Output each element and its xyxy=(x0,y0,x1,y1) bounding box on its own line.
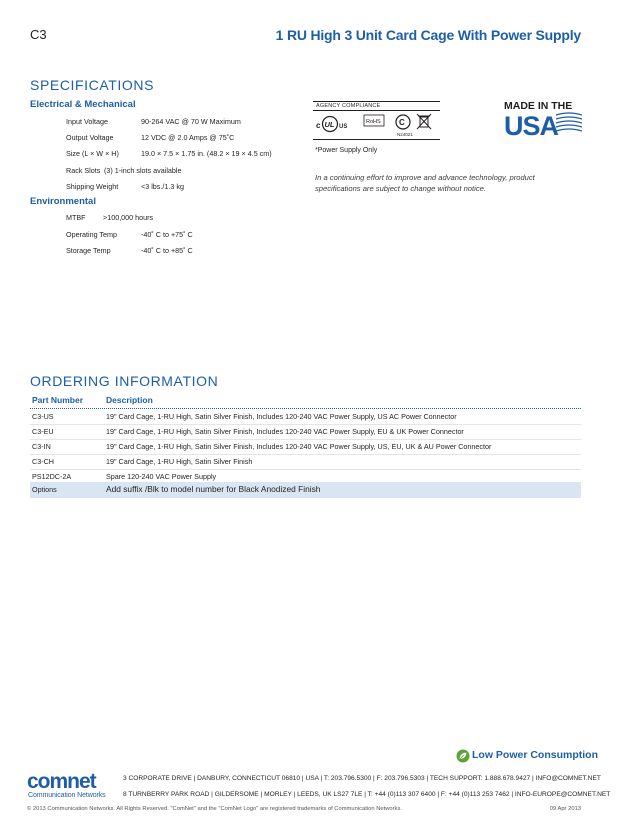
options-row xyxy=(30,482,581,498)
model-number: C3 xyxy=(30,27,47,42)
col-description: Description xyxy=(106,395,153,405)
table-row xyxy=(30,454,581,469)
c-tick-icon xyxy=(396,115,410,129)
compliance-marks xyxy=(316,113,440,137)
compliance-number: N24021 xyxy=(397,132,413,137)
document-title: 1 RU High 3 Unit Card Cage With Power Supply xyxy=(275,27,581,43)
electrical-mechanical-heading: Electrical & Mechanical xyxy=(30,99,136,110)
low-power-badge xyxy=(456,748,598,764)
spec-value: 19.0 × 7.5 × 1.75 in. (48.2 × 19 × 4.5 cm) xyxy=(141,149,272,158)
part-number: PS12DC-2A xyxy=(32,472,72,481)
svg-text:MADE IN THE: MADE IN THE xyxy=(504,100,573,112)
spec-label: MTBF xyxy=(66,213,86,222)
weee-bin-icon xyxy=(417,114,431,129)
svg-text:RoHS: RoHS xyxy=(366,119,381,125)
copyright-notice: © 2013 Communication Networks. All Rights Reserved. "ComNet" and the "ComNet Logo" are registered trademarks of Communication Networks. xyxy=(27,806,402,812)
spec-value: (3) 1-inch slots available xyxy=(104,166,182,175)
spec-value: <3 lbs./1.3 kg xyxy=(141,182,184,191)
compliance-top-rule xyxy=(313,101,440,102)
table-row xyxy=(30,424,581,439)
part-description: 19" Card Cage, 1-RU High, Satin Silver Finish, Includes 120-240 VAC Power Supply, US AC Power Connector xyxy=(106,412,457,421)
address-us: 3 CORPORATE DRIVE | DANBURY, CONNECTICUT 06810 | USA | T: 203.796.5300 | F: 203.796.5303 | TECH SUPPORT: 1.888.678.9427 | INFO@COMNET.NET xyxy=(123,775,601,782)
spec-label: Input Voltage xyxy=(66,117,108,126)
continuing-effort-note: In a continuing effort to improve and advance technology, product specifications are subject to change without notice. xyxy=(315,173,535,193)
address-uk: 8 TURNBERRY PARK ROAD | GILDERSOME | MORLEY | LEEDS, UK LS27 7LE | T: +44 (0)113 307 6400 | F: +44 (0)113 253 7462 | INFO-EUROPE@COMNET.NET xyxy=(123,791,611,798)
part-description: 19" Card Cage, 1-RU High, Satin Silver Finish, Includes 120-240 VAC Power Supply, EU & UK Power Connector xyxy=(106,427,464,436)
made-in-usa-logo xyxy=(504,99,582,139)
svg-text:USA: USA xyxy=(504,111,559,139)
compliance-title: AGENCY COMPLIANCE xyxy=(316,103,381,109)
spec-value: -40˚ C to +75˚ C xyxy=(141,230,193,239)
spec-label: Shipping Weight xyxy=(66,182,119,191)
part-number: C3-IN xyxy=(32,442,51,451)
svg-text:UL: UL xyxy=(324,120,335,129)
part-description: 19" Card Cage, 1-RU High, Satin Silver Finish xyxy=(106,457,253,466)
table-row xyxy=(30,439,581,454)
power-supply-note: *Power Supply Only xyxy=(315,147,378,154)
ordering-table-header xyxy=(30,395,581,407)
brand-name: comnet xyxy=(27,770,96,793)
ul-listed-icon xyxy=(316,117,347,132)
environmental-heading: Environmental xyxy=(30,196,96,207)
compliance-title-rule xyxy=(313,110,440,111)
compliance-bottom-rule xyxy=(313,139,440,140)
part-number: C3-EU xyxy=(32,427,54,436)
spec-value: -40˚ C to +85˚ C xyxy=(141,246,193,255)
spec-value: 90-264 VAC @ 70 W Maximum xyxy=(141,117,241,126)
svg-text:US: US xyxy=(339,124,348,130)
rohs-icon xyxy=(364,115,384,126)
col-part-number: Part Number xyxy=(32,395,84,405)
brand-subtitle: Communication Networks xyxy=(28,792,106,799)
part-description: Spare 120-240 VAC Power Supply xyxy=(106,472,217,481)
part-number: C3-US xyxy=(32,412,54,421)
spec-label: Rack Slots xyxy=(66,166,101,175)
spec-label: Operating Temp xyxy=(66,230,118,239)
spec-value: 12 VDC @ 2.0 Amps @ 75˚C xyxy=(141,133,235,142)
table-row xyxy=(30,409,581,424)
low-power-label: Low Power Consumption xyxy=(472,749,598,761)
spec-label: Output Voltage xyxy=(66,133,114,142)
options-description: Add suffix /Blk to model number for Black Anodized Finish xyxy=(106,484,321,494)
part-description: 19" Card Cage, 1-RU High, Satin Silver Finish, Includes 120-240 VAC Power Supply, US, EU, UK & AU Power Connector xyxy=(106,442,492,451)
specifications-heading: SPECIFICATIONS xyxy=(30,77,155,93)
ordering-heading: ORDERING INFORMATION xyxy=(30,373,219,389)
svg-text:C: C xyxy=(399,118,405,127)
svg-text:c: c xyxy=(316,121,321,130)
spec-label: Storage Temp xyxy=(66,246,111,255)
spec-value: >100,000 hours xyxy=(103,213,154,222)
spec-label: Size (L × W × H) xyxy=(66,149,119,158)
leaf-icon xyxy=(456,749,470,763)
part-number: C3-CH xyxy=(32,457,54,466)
publish-date: 09 Apr 2013 xyxy=(549,806,581,812)
options-label: Options xyxy=(32,485,57,494)
